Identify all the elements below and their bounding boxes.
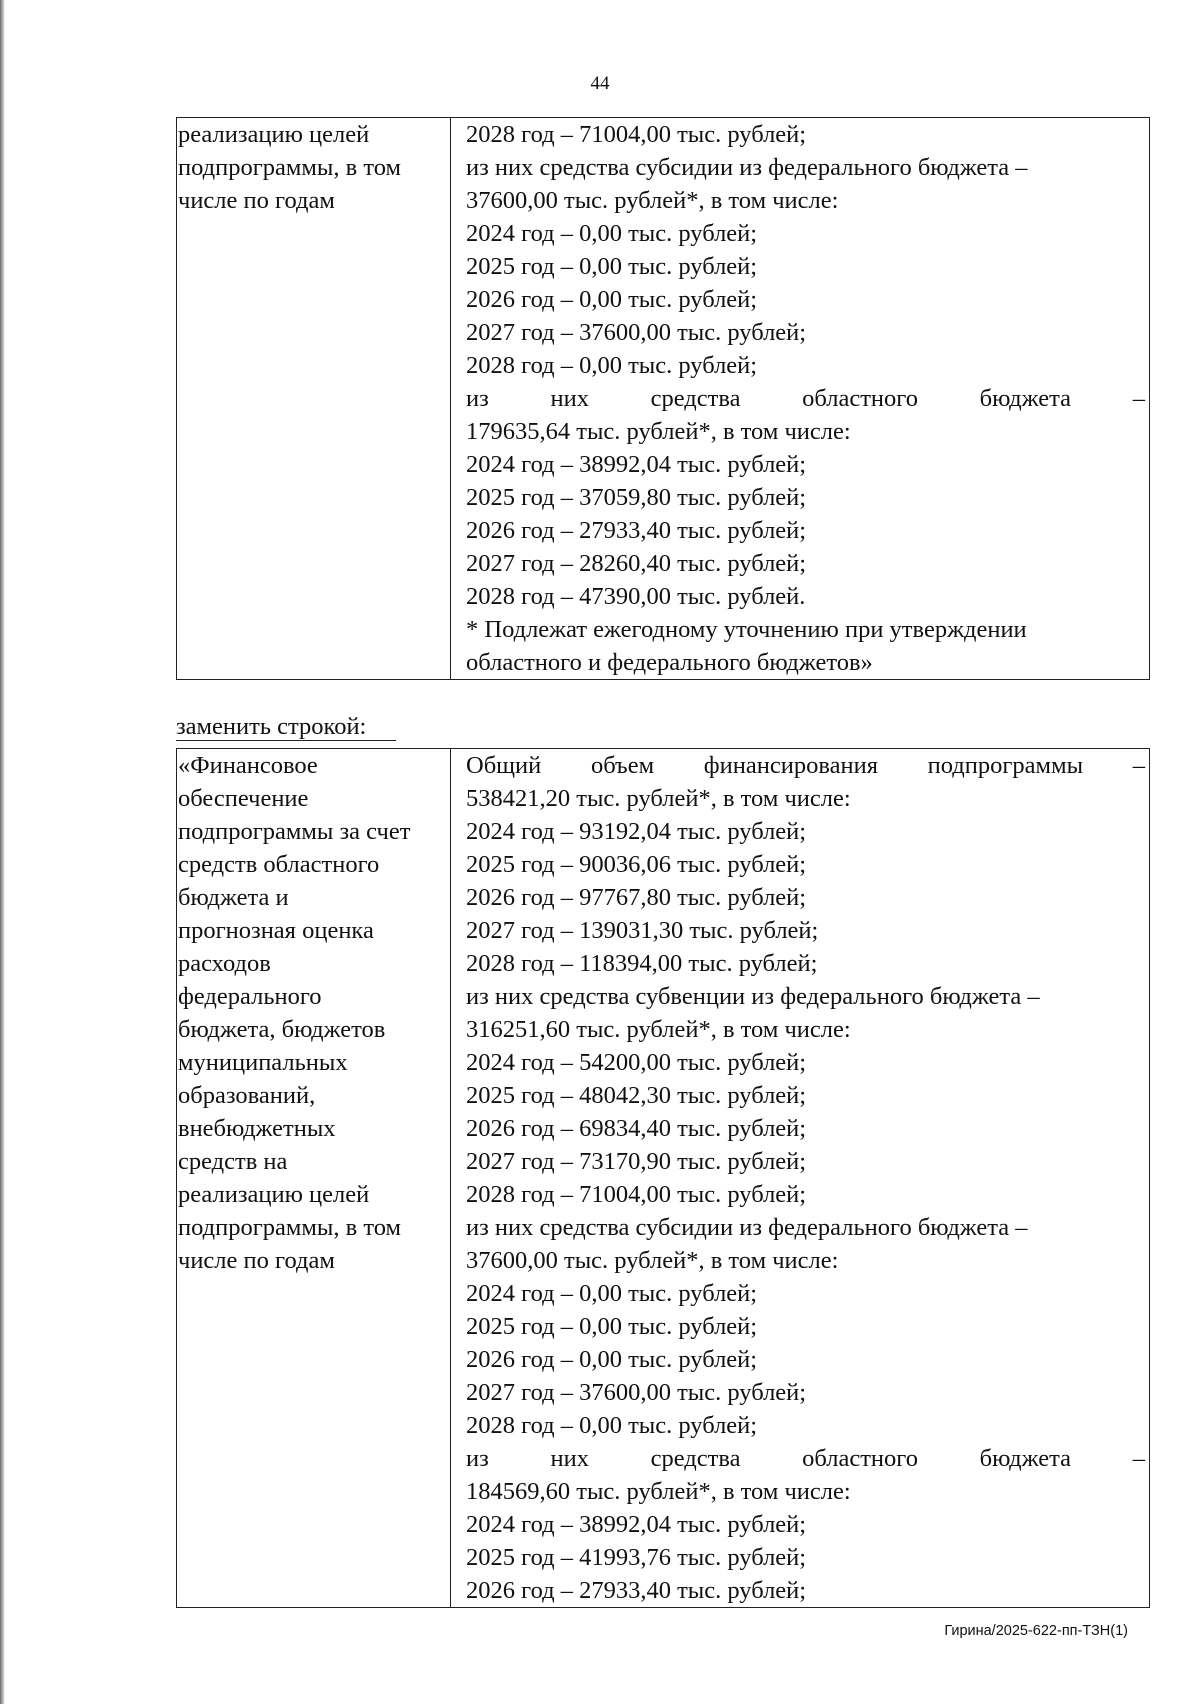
replace-with-caption: заменить строкой: <box>176 710 396 741</box>
cell-line: 2028 год – 71004,00 тыс. рублей; <box>466 121 807 148</box>
cell-line: 2025 год – 48042,30 тыс. рублей; <box>466 1082 807 1109</box>
justified-word: областного <box>802 1445 918 1472</box>
justified-word: – <box>1132 752 1145 779</box>
justified-word: – <box>1132 1445 1145 1472</box>
cell-line: 2024 год – 0,00 тыс. рублей; <box>466 220 758 247</box>
cell-line: 2028 год – 71004,00 тыс. рублей; <box>466 1181 807 1208</box>
cell-line: 2026 год – 27933,40 тыс. рублей; <box>466 1577 807 1604</box>
justified-word: Общий <box>466 752 542 779</box>
cell-line-justified <box>466 1442 1145 1475</box>
cell-line: 2025 год – 0,00 тыс. рублей; <box>466 253 758 280</box>
cell-line: 2028 год – 0,00 тыс. рублей; <box>466 352 758 379</box>
cell-line: 316251,60 тыс. рублей*, в том числе: <box>466 1016 851 1043</box>
justified-word: средства <box>650 385 741 412</box>
cell-line: 2027 год – 139031,30 тыс. рублей; <box>466 917 819 944</box>
cell-line-justified <box>466 382 1145 415</box>
cell-line: образований, <box>178 1082 316 1109</box>
cell-line: 2024 год – 0,00 тыс. рублей; <box>466 1280 758 1307</box>
justified-word: из <box>466 385 489 412</box>
cell-line: реализацию целей <box>178 121 370 148</box>
cell-line: числе по годам <box>178 1247 335 1274</box>
cell-line: 2024 год – 38992,04 тыс. рублей; <box>466 1511 807 1538</box>
cell-line: 2026 год – 97767,80 тыс. рублей; <box>466 884 807 911</box>
cell-line: прогнозная оценка <box>178 917 374 944</box>
cell-line: 184569,60 тыс. рублей*, в том числе: <box>466 1478 851 1505</box>
cell-line: реализацию целей <box>178 1181 370 1208</box>
cell-line: 37600,00 тыс. рублей*, в том числе: <box>466 1247 839 1274</box>
cell-line: 2026 год – 0,00 тыс. рублей; <box>466 286 758 313</box>
cell-line: 2026 год – 27933,40 тыс. рублей; <box>466 517 807 544</box>
cell-line: из них средства субсидии из федерального бюджета – <box>466 1214 1028 1241</box>
cell-line: «Финансовое <box>178 752 318 779</box>
cell-line: 2028 год – 0,00 тыс. рублей; <box>466 1412 758 1439</box>
financing-table-old <box>176 117 1150 680</box>
cell-line: 2024 год – 38992,04 тыс. рублей; <box>466 451 807 478</box>
row-header-cell <box>177 749 451 1608</box>
cell-line: 2027 год – 73170,90 тыс. рублей; <box>466 1148 807 1175</box>
cell-line: 2025 год – 41993,76 тыс. рублей; <box>466 1544 807 1571</box>
cell-line: 2027 год – 37600,00 тыс. рублей; <box>466 319 807 346</box>
document-code: Гирина/2025-622-пп-ТЗН(1) <box>944 1623 1128 1639</box>
cell-line: из них средства субвенции из федерального бюджета – <box>466 983 1040 1010</box>
cell-line: 37600,00 тыс. рублей*, в том числе: <box>466 187 839 214</box>
cell-line: * Подлежат ежегодному уточнению при утверждении <box>466 616 1027 643</box>
cell-line: 2026 год – 0,00 тыс. рублей; <box>466 1346 758 1373</box>
cell-line: 2025 год – 0,00 тыс. рублей; <box>466 1313 758 1340</box>
cell-line: 2024 год – 54200,00 тыс. рублей; <box>466 1049 807 1076</box>
justified-word: из <box>466 1445 489 1472</box>
cell-line: из них средства субсидии из федерального бюджета – <box>466 154 1028 181</box>
cell-line: 2027 год – 28260,40 тыс. рублей; <box>466 550 807 577</box>
cell-line: 2025 год – 90036,06 тыс. рублей; <box>466 851 807 878</box>
cell-line: подпрограммы, в том <box>178 154 401 181</box>
cell-line: 2025 год – 37059,80 тыс. рублей; <box>466 484 807 511</box>
cell-line: числе по годам <box>178 187 335 214</box>
cell-line: расходов <box>178 950 271 977</box>
cell-line: областного и федерального бюджетов» <box>466 649 873 676</box>
cell-line: 2028 год – 47390,00 тыс. рублей. <box>466 583 806 610</box>
cell-line-justified <box>466 749 1145 782</box>
row-header-cell <box>177 118 451 680</box>
scan-edge-shadow <box>0 0 5 1704</box>
justified-word: – <box>1132 385 1145 412</box>
cell-line: средств на <box>178 1148 288 1175</box>
justified-word: финансирования <box>703 752 878 779</box>
justified-word: бюджета <box>979 1445 1072 1472</box>
cell-line: 2024 год – 93192,04 тыс. рублей; <box>466 818 807 845</box>
cell-line: бюджета и <box>178 884 289 911</box>
cell-line: 538421,20 тыс. рублей*, в том числе: <box>466 785 851 812</box>
justified-word: объем <box>590 752 655 779</box>
financing-table-new <box>176 748 1150 1608</box>
cell-line: средств областного <box>178 851 380 878</box>
cell-line: подпрограммы, в том <box>178 1214 401 1241</box>
cell-line: бюджета, бюджетов <box>178 1016 386 1043</box>
justified-word: подпрограммы <box>927 752 1084 779</box>
table-row <box>177 749 1150 1608</box>
financing-details-cell <box>451 118 1150 680</box>
page-number: 44 <box>590 73 610 94</box>
justified-word: бюджета <box>979 385 1072 412</box>
justified-word: средства <box>650 1445 741 1472</box>
cell-line: 2026 год – 69834,40 тыс. рублей; <box>466 1115 807 1142</box>
cell-line: обеспечение <box>178 785 309 812</box>
table-row <box>177 118 1150 680</box>
cell-line: федерального <box>178 983 322 1010</box>
justified-word: областного <box>802 385 918 412</box>
financing-details-cell <box>451 749 1150 1608</box>
cell-line: 2028 год – 118394,00 тыс. рублей; <box>466 950 818 977</box>
cell-line: подпрограммы за счет <box>178 818 411 845</box>
cell-line: внебюджетных <box>178 1115 336 1142</box>
cell-line: муниципальных <box>178 1049 348 1076</box>
justified-word: них <box>550 385 589 412</box>
cell-line: 2027 год – 37600,00 тыс. рублей; <box>466 1379 807 1406</box>
justified-word: них <box>550 1445 589 1472</box>
cell-line: 179635,64 тыс. рублей*, в том числе: <box>466 418 851 445</box>
